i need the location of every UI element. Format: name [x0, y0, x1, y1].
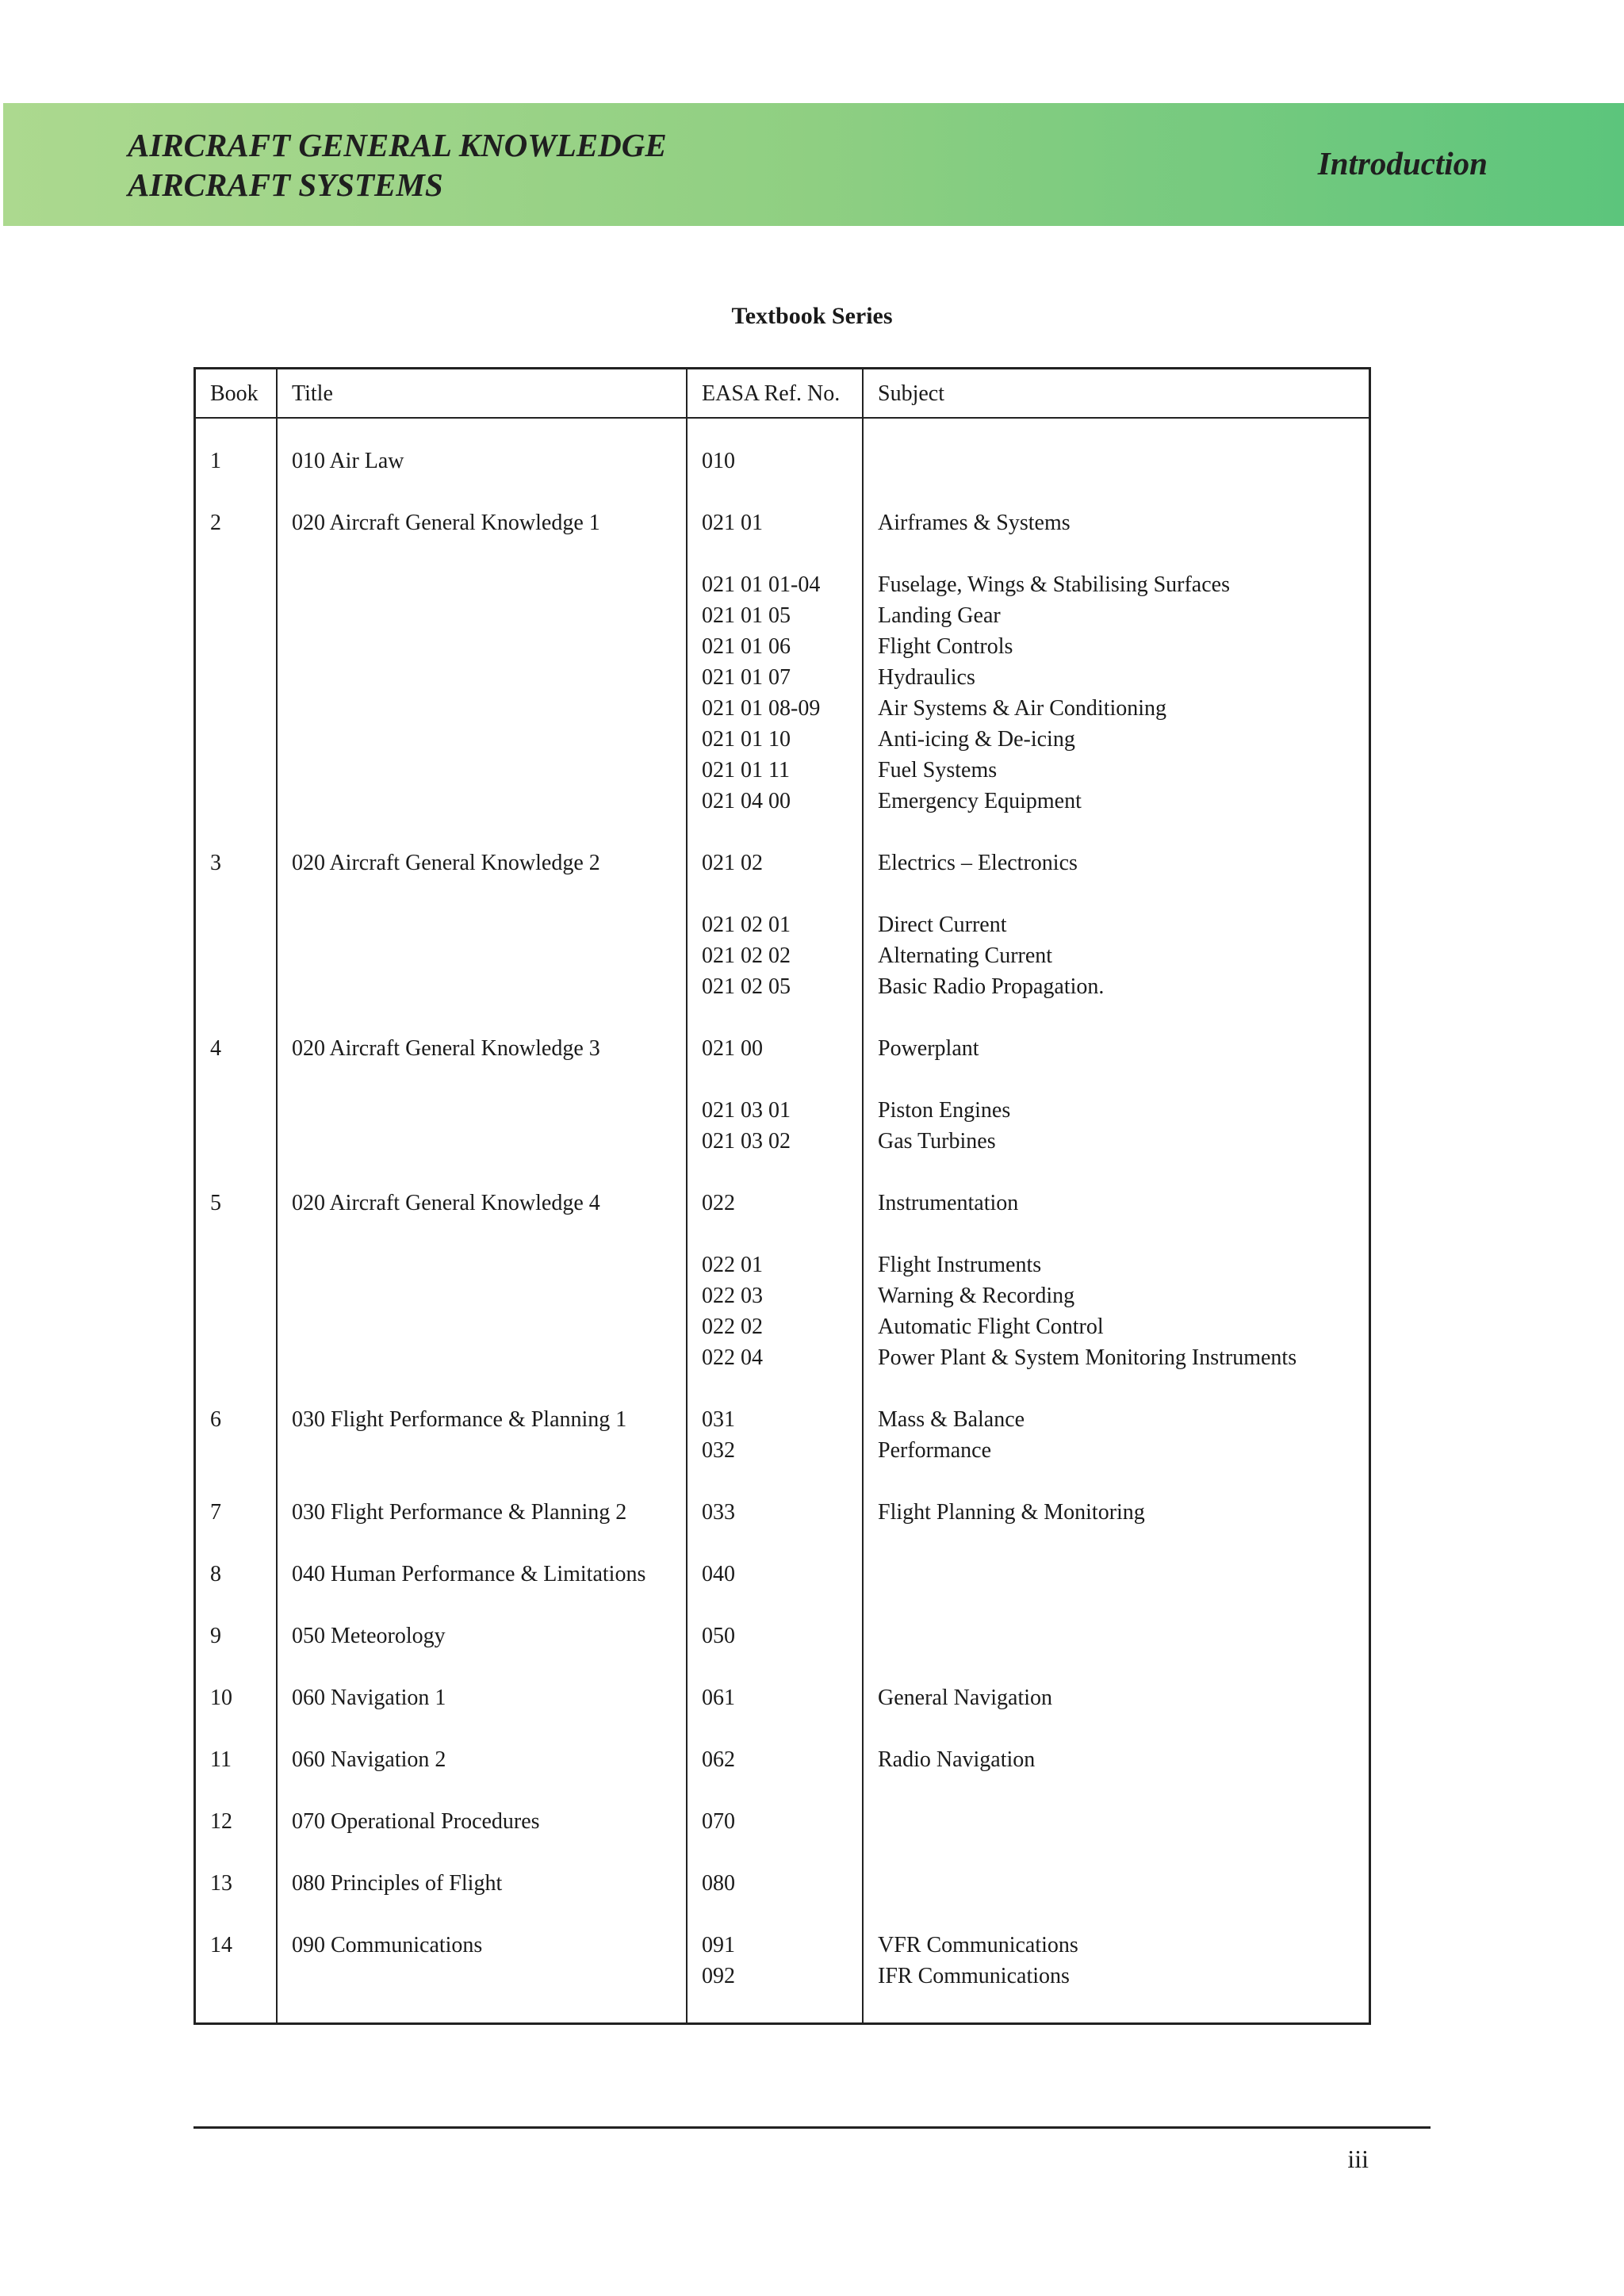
table-cell-title: 040 Human Performance & Limitations — [292, 1562, 646, 1586]
table-cell-subject: Instrumentation — [878, 1191, 1019, 1215]
table-cell-subject: Direct Current — [878, 913, 1007, 937]
table-cell-ref: 021 01 07 — [702, 665, 791, 690]
table-cell-subject: Radio Navigation — [878, 1747, 1036, 1772]
table-cell-title: 080 Principles of Flight — [292, 1871, 503, 1896]
table-cell-subject: Flight Planning & Monitoring — [878, 1500, 1145, 1525]
table-cell-subject: General Navigation — [878, 1686, 1053, 1710]
table-cell-ref: 092 — [702, 1964, 735, 1988]
table-cell-ref: 021 01 05 — [702, 603, 791, 628]
table-cell-subject: Landing Gear — [878, 603, 1001, 628]
table-cell-book: 12 — [210, 1809, 232, 1834]
table-cell-subject: Power Plant & System Monitoring Instruments — [878, 1345, 1297, 1370]
column-divider — [862, 369, 864, 2022]
table-cell-subject: Powerplant — [878, 1036, 979, 1061]
table-cell-ref: 040 — [702, 1562, 735, 1586]
table-cell-ref: 021 02 — [702, 851, 763, 875]
table-cell-book: 10 — [210, 1686, 232, 1710]
page-title: Textbook Series — [731, 303, 893, 329]
table-cell-subject: Hydraulics — [878, 665, 975, 690]
table-cell-title: 020 Aircraft General Knowledge 1 — [292, 511, 600, 535]
book-title-line2: AIRCRAFT SYSTEMS — [128, 166, 443, 203]
table-cell-subject: Airframes & Systems — [878, 511, 1071, 535]
table-cell-subject: Fuel Systems — [878, 758, 998, 783]
table-cell-subject: Air Systems & Air Conditioning — [878, 696, 1167, 721]
table-cell-ref: 021 01 — [702, 511, 763, 535]
table-cell-subject: VFR Communications — [878, 1933, 1078, 1957]
table-cell-ref: 021 03 01 — [702, 1098, 791, 1123]
table-cell-ref: 021 02 05 — [702, 974, 791, 999]
table-cell-title: 020 Aircraft General Knowledge 3 — [292, 1036, 600, 1061]
table-cell-subject: Alternating Current — [878, 943, 1053, 968]
table-cell-ref: 021 02 01 — [702, 913, 791, 937]
table-cell-title: 020 Aircraft General Knowledge 2 — [292, 851, 600, 875]
textbook-table — [193, 367, 1371, 2025]
table-cell-book: 7 — [210, 1500, 221, 1525]
table-cell-book: 6 — [210, 1407, 221, 1432]
table-cell-ref: 070 — [702, 1809, 735, 1834]
table-cell-ref: 091 — [702, 1933, 735, 1957]
page-number: iii — [1347, 2145, 1369, 2173]
table-cell-ref: 022 02 — [702, 1314, 763, 1339]
book-title — [128, 125, 667, 205]
table-cell-subject: Warning & Recording — [878, 1284, 1075, 1308]
table-cell-ref: 061 — [702, 1686, 735, 1710]
header-banner — [3, 103, 1624, 226]
book-title-line1: AIRCRAFT GENERAL KNOWLEDGE — [128, 127, 667, 163]
column-divider — [276, 369, 278, 2022]
table-cell-ref: 033 — [702, 1500, 735, 1525]
table-cell-ref: 022 03 — [702, 1284, 763, 1308]
table-cell-ref: 021 01 08-09 — [702, 696, 821, 721]
table-cell-ref: 021 01 10 — [702, 727, 791, 752]
column-header-ref: EASA Ref. No. — [702, 381, 841, 406]
table-cell-ref: 010 — [702, 449, 735, 473]
table-cell-book: 2 — [210, 511, 221, 535]
table-cell-ref: 062 — [702, 1747, 735, 1772]
table-cell-book: 1 — [210, 449, 221, 473]
table-cell-subject: Mass & Balance — [878, 1407, 1025, 1432]
table-cell-subject: Performance — [878, 1438, 992, 1463]
section-title: Introduction — [1317, 145, 1488, 182]
table-cell-book: 8 — [210, 1562, 221, 1586]
table-cell-book: 9 — [210, 1624, 221, 1648]
table-cell-subject: Gas Turbines — [878, 1129, 996, 1154]
table-cell-book: 3 — [210, 851, 221, 875]
column-header-title: Title — [292, 381, 333, 406]
table-cell-title: 030 Flight Performance & Planning 1 — [292, 1407, 627, 1432]
table-cell-ref: 021 02 02 — [702, 943, 791, 968]
table-cell-ref: 022 01 — [702, 1253, 763, 1277]
table-cell-ref: 022 — [702, 1191, 735, 1215]
table-cell-subject: Basic Radio Propagation. — [878, 974, 1105, 999]
table-cell-subject: Electrics – Electronics — [878, 851, 1078, 875]
table-cell-title: 060 Navigation 2 — [292, 1747, 446, 1772]
table-cell-ref: 021 01 01-04 — [702, 572, 821, 597]
table-cell-ref: 021 01 06 — [702, 634, 791, 659]
table-cell-ref: 080 — [702, 1871, 735, 1896]
table-cell-ref: 021 00 — [702, 1036, 763, 1061]
table-cell-title: 050 Meteorology — [292, 1624, 446, 1648]
table-cell-title: 090 Communications — [292, 1933, 483, 1957]
table-cell-title: 010 Air Law — [292, 449, 404, 473]
table-cell-subject: Flight Instruments — [878, 1253, 1042, 1277]
table-cell-book: 11 — [210, 1747, 232, 1772]
table-cell-title: 030 Flight Performance & Planning 2 — [292, 1500, 627, 1525]
table-cell-subject: Automatic Flight Control — [878, 1314, 1104, 1339]
table-cell-book: 14 — [210, 1933, 232, 1957]
table-cell-title: 060 Navigation 1 — [292, 1686, 446, 1710]
table-cell-subject: Emergency Equipment — [878, 789, 1082, 813]
column-divider — [686, 369, 688, 2022]
table-cell-title: 070 Operational Procedures — [292, 1809, 540, 1834]
table-cell-subject: Piston Engines — [878, 1098, 1011, 1123]
column-header-subject: Subject — [878, 381, 944, 406]
table-cell-ref: 031 — [702, 1407, 735, 1432]
table-cell-ref: 021 04 00 — [702, 789, 791, 813]
table-cell-ref: 022 04 — [702, 1345, 763, 1370]
column-header-book: Book — [210, 381, 259, 406]
table-cell-ref: 021 03 02 — [702, 1129, 791, 1154]
table-cell-ref: 021 01 11 — [702, 758, 790, 783]
footer-rule — [193, 2126, 1431, 2129]
table-cell-subject: Fuselage, Wings & Stabilising Surfaces — [878, 572, 1230, 597]
table-cell-book: 13 — [210, 1871, 232, 1896]
table-cell-subject: Flight Controls — [878, 634, 1013, 659]
table-cell-subject: Anti-icing & De-icing — [878, 727, 1075, 752]
table-cell-book: 4 — [210, 1036, 221, 1061]
table-cell-subject: IFR Communications — [878, 1964, 1070, 1988]
header-divider — [196, 417, 1369, 419]
table-cell-book: 5 — [210, 1191, 221, 1215]
table-cell-ref: 032 — [702, 1438, 735, 1463]
table-cell-title: 020 Aircraft General Knowledge 4 — [292, 1191, 600, 1215]
table-cell-ref: 050 — [702, 1624, 735, 1648]
